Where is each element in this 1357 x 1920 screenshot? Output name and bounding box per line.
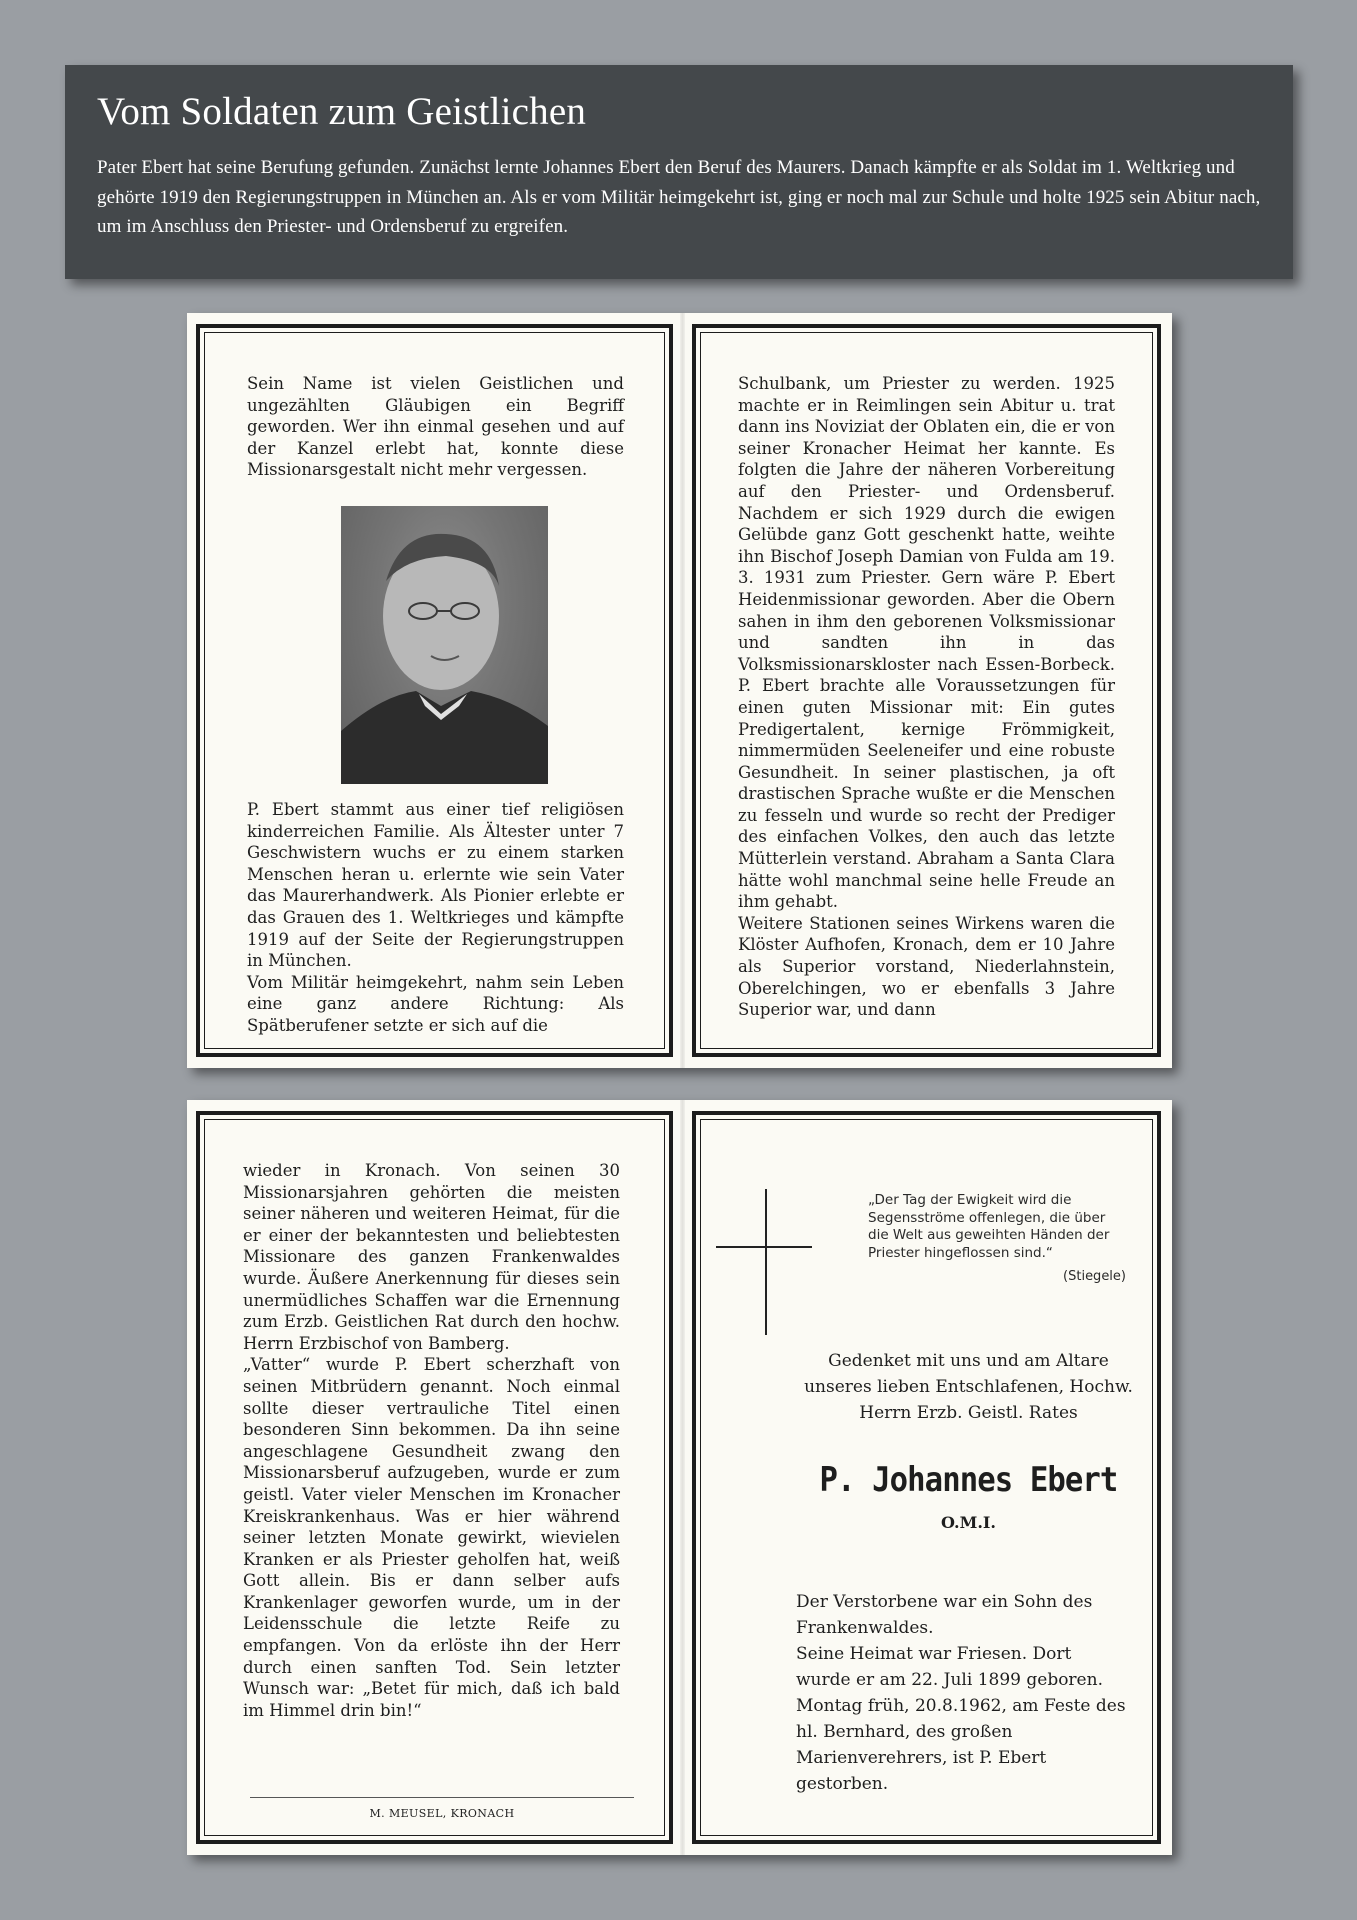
bio-paragraph: P. Ebert stammt aus einer tief religiösen kinderreichen Familie. Als Ältester unter 7 Geschwistern wuchs er zu einem starken Menschen heran u. erlernte wie sein Vater das Maurerhandwerk. Als Pionier erlebte er das Grauen des 1. Weltkrieges und kämpfte 1919 auf der Seite der Regierungstruppen in München.	[247, 800, 624, 971]
card2-left-text	[243, 1160, 620, 1721]
stations-paragraph: Weitere Stationen seines Wirkens waren die Klöster Aufhofen, Kronach, dem er 10 Jahre als Superior vorstand, Niederlahnstein, Oberelchingen, wo er ebenfalls 3 Jahre Superior war, und dann	[738, 913, 1115, 1020]
card1-left-page	[196, 324, 673, 1057]
origin-line: Der Verstorbene war ein Sohn des Frankenwaldes.	[796, 1592, 1093, 1638]
cross-icon	[714, 1187, 814, 1337]
card1-intro	[247, 373, 624, 481]
card1-right-page	[692, 324, 1161, 1057]
card1-right-text	[738, 373, 1115, 1021]
portrait-illustration	[341, 506, 548, 784]
birth-death-line: Seine Heimat war Friesen. Dort wurde er am 22. Juli 1899 geboren. Montag früh, 20.8.1962, am Feste des hl. Bernhard, des großen Marienverehrers, ist P. Ebert gestorben.	[796, 1644, 1126, 1794]
memorial-card-outer-spread	[187, 1100, 1172, 1855]
header-banner	[65, 65, 1293, 279]
fold-line	[680, 313, 685, 1068]
order-abbreviation: O.M.I.	[941, 1513, 996, 1532]
portrait-photo	[341, 506, 548, 784]
quote-author: (Stiegele)	[1063, 1269, 1126, 1284]
memorial-card-inner-spread	[187, 313, 1172, 1068]
death-notice	[796, 1589, 1126, 1797]
kronach-paragraph: wieder in Kronach. Von seinen 30 Missionarsjahren gehörten die meisten seiner näheren und weiteren Heimat, für die er einer der bekanntesten und beliebtesten Missionare des ganzen Frankenwaldes wurde. Äußere Anerkennung für dieses sein unermüdliches Schaffen war die Ernennung zum Erzb. Geistlichen Rat durch den hochw. Herrn Erzbischof von Bamberg.	[243, 1161, 620, 1353]
deceased-name: P. Johannes Ebert	[819, 1460, 1118, 1500]
bio-paragraph-2: Vom Militär heimgekehrt, nahm sein Leben eine ganz andere Richtung: Als Spätberufener setzte er sich auf die	[247, 972, 624, 1035]
card2-left-page	[196, 1111, 673, 1844]
card1-bio	[247, 799, 624, 1037]
remembrance-text: Gedenket mit uns und am Altare unseres lieben Entschlafenen, Hochw. Herrn Erzb. Geistl. Rates	[804, 1351, 1133, 1423]
card2-right-page	[692, 1111, 1161, 1844]
printer-imprint: M. MEUSEL, KRONACH	[369, 1807, 515, 1820]
printer-divider	[250, 1797, 634, 1798]
ordination-paragraph: Schulbank, um Priester zu werden. 1925 machte er in Reimlingen sein Abitur u. trat dann ins Noviziat der Oblaten ein, die er von seiner Kronacher Heimat her kannte. Es folgten die Jahre der näheren Vorbereitung auf den Priester- und Ordensberuf. Nachdem er sich 1929 durch die ewigen Gelübde ganz Gott geschenkt hatte, weihte ihn Bischof Joseph Damian von Fulda am 19. 3. 1931 zum Priester. Gern wäre P. Ebert Heidenmissionar geworden. Aber die Obern sahen in ihm den geborenen Volksmissionar und sandten ihn in das Volksmissionarskloster nach Essen-Borbeck. P. Ebert brachte alle Voraussetzungen für einen guten Missionar mit: Ein gutes Predigertalent, kernige Frömmigkeit, nimmermüden Seeleneifer und eine robuste Gesundheit. In seiner plastischen, ja oft drastischen Sprache wußte er die Menschen zu fesseln und wurde so recht der Prediger des einfachen Volkes, den auch das letzte Mütterlein verstand. Abraham a Santa Clara hätte wohl manchmal seine helle Freude an ihm gehabt.	[738, 374, 1115, 912]
page-title: Vom Soldaten zum Geistlichen	[97, 90, 587, 133]
intro-paragraph: Sein Name ist vielen Geistlichen und ungezählten Gläubigen ein Begriff geworden. Wer ihn einmal gesehen und auf der Kanzel erlebt hat, konnte diese Missionarsgestalt nicht mehr vergessen.	[247, 374, 624, 480]
vatter-paragraph: „Vatter“ wurde P. Ebert scherzhaft von seinen Mitbrüdern genannt. Noch einmal sollte dieser vertrauliche Titel einen besonderen Sinn bekommen. Da ihn seine angeschlagene Gesundheit zwang den Missionarsberuf aufzugeben, wurde er zum geistl. Vater vieler Menschen im Kronacher Kreiskrankenhaus. Was er hier während seiner letzten Monate gewirkt, wievielen Kranken er als Priester geholfen hat, weiß Gott allein. Bis er dann selber aufs Krankenlager geworfen wurde, um in der Leidensschule die letzte Reife zu empfangen. Von da erlöste ihn der Herr durch einen sanften Tod. Sein letzter Wunsch war: „Betet für mich, daß ich bald im Himmel drin bin!“	[243, 1355, 620, 1720]
intro-text: Pater Ebert hat seine Berufung gefunden. Zunächst lernte Johannes Ebert den Beruf des Maurers. Danach kämpfte er als Soldat im 1. Weltkrieg und gehörte 1919 den Regierungstruppen in München an. Als er vom Militär heimgekehrt ist, ging er noch mal zur Schule und holte 1925 sein Abitur nach, um im Anschluss den Priester- und Ordensberuf zu ergreifen.	[97, 157, 1261, 237]
quote-text: „Der Tag der Ewigkeit wird die Segensströme offenlegen, die über die Welt aus geweihten Händen der Priester hingeflossen sind.“	[868, 1192, 1110, 1261]
fold-line	[680, 1100, 685, 1855]
